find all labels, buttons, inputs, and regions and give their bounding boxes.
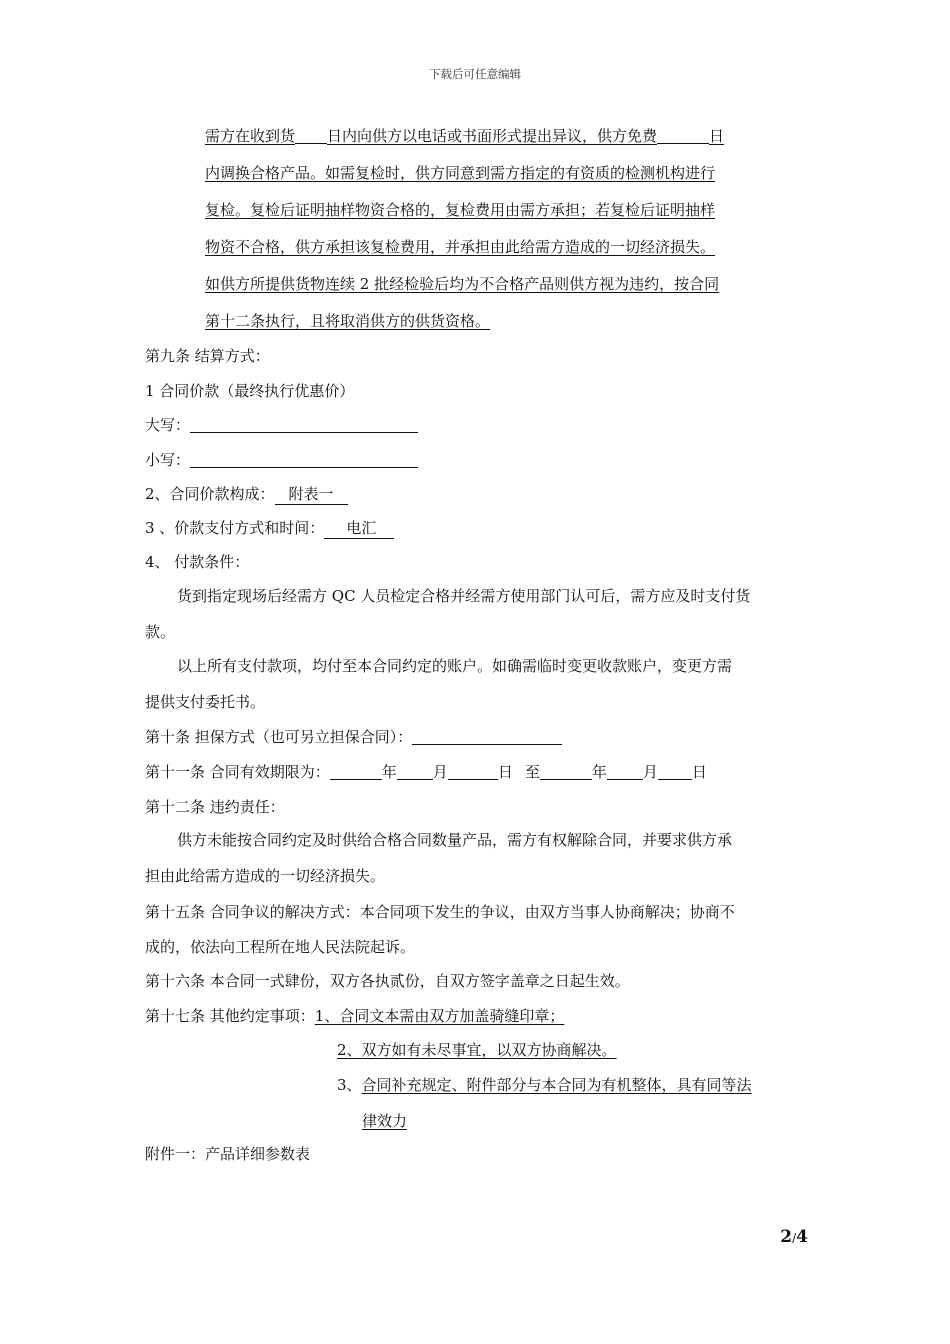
clause8-blank-days1	[295, 129, 327, 144]
clause8-line4: 物资不合格，供方承担该复检费用，并承担由此给需方造成的一切经济损失。	[205, 238, 716, 256]
clause10-label: 第十条 担保方式（也可另立担保合同）：	[145, 728, 413, 746]
start-year-blank	[330, 763, 382, 780]
start-day-blank	[448, 763, 498, 780]
page-current: 2	[780, 1227, 793, 1247]
page-total: 4	[796, 1227, 808, 1247]
clause9-title: 第九条 结算方式：	[145, 347, 270, 365]
clause9-xiaoxie-row	[145, 450, 418, 470]
clause9-para2-line2: 提供支付委托书。	[145, 693, 266, 711]
clause17-item2: 2、双方如有未尽事宜，以双方协商解决。	[337, 1041, 617, 1059]
daxie-label: 大写：	[145, 416, 191, 434]
page-number	[780, 1227, 808, 1247]
clause16: 第十六条 本合同一式肆份，双方各执贰份，自双方签字盖章之日起生效。	[145, 972, 630, 990]
clause9-para1-line1: 货到指定现场后经需方 QC 人员检定合格并经需方使用部门认可后，需方应及时支付货	[177, 587, 751, 605]
clause9-item4: 4、 付款条件：	[145, 553, 250, 571]
end-day-blank	[658, 763, 692, 780]
start-year-unit: 年	[381, 763, 397, 781]
attachment-line: 附件一：产品详细参数表	[145, 1145, 311, 1163]
end-day-unit: 日	[691, 763, 707, 781]
clause17-item3-num: 3、	[337, 1076, 362, 1094]
clause9-item2	[145, 484, 348, 505]
clause17-item3-row	[337, 1075, 752, 1095]
clause12-line1: 供方未能按合同约定及时供给合格合同数量产品，需方有权解除合同，并要求供方承	[177, 831, 733, 849]
xiaoxie-label: 小写：	[145, 451, 191, 469]
clause8-line1-c: 日	[709, 127, 725, 145]
clause8-blank-days2	[657, 129, 709, 144]
end-year-unit: 年	[591, 763, 607, 781]
clause11-row	[145, 762, 707, 782]
page-header: 下载后可任意编辑	[429, 67, 521, 81]
clause17-item3-line1: 合同补充规定、附件部分与本合同为有机整体，具有同等法	[361, 1076, 752, 1094]
clause9-item1: 1 合同价款（最终执行优惠价）	[145, 382, 355, 400]
clause9-daxie-row	[145, 415, 418, 435]
clause17-label: 第十七条 其他约定事项：	[145, 1007, 315, 1025]
clause17-item1: 1、合同文本需由双方加盖骑缝印章；	[314, 1007, 565, 1025]
clause12-title: 第十二条 违约责任：	[145, 798, 285, 816]
clause8-line1	[205, 126, 724, 146]
clause8-line5: 如供方所提供货物连续 2 批经检验后均为不合格产品则供方视为违约，按合同	[205, 275, 720, 293]
start-month-unit: 月	[432, 763, 448, 781]
clause9-para2-line1: 以上所有支付款项，均付至本合同约定的账户。如确需临时变更收款账户，变更方需	[177, 657, 733, 675]
clause9-para1-line2: 款。	[145, 623, 176, 641]
clause11-label: 第十一条 合同有效期限为：	[145, 763, 330, 781]
daxie-blank	[190, 416, 418, 433]
start-day-unit: 日	[497, 763, 513, 781]
page-separator: /	[792, 1231, 797, 1245]
clause10-row	[145, 727, 562, 747]
clause17-item3-line2: 律效力	[362, 1112, 408, 1130]
clause15-line1: 第十五条 合同争议的解决方式：本合同项下发生的争议，由双方当事人协商解决；协商不	[145, 903, 735, 921]
clause8-line3: 复检。复检后证明抽样物资合格的，复检费用由需方承担；若复检后证明抽样	[205, 201, 716, 219]
clause12-line2: 担由此给需方造成的一切经济损失。	[145, 867, 386, 885]
period-to: 至	[524, 763, 540, 781]
start-month-blank	[397, 763, 433, 780]
clause9-item3	[145, 518, 394, 539]
clause8-line1-b: 日内向供方以电话或书面形式提出异议，供方免费	[327, 127, 658, 145]
clause8-line2: 内调换合格产品。如需复检时，供方同意到需方指定的有资质的检测机构进行	[205, 164, 716, 182]
guarantee-blank	[412, 728, 562, 745]
clause8-line1-a: 需方在收到货	[205, 127, 296, 145]
item3-value: 电汇	[324, 518, 394, 539]
item2-label: 2、合同价款构成：	[145, 485, 275, 503]
clause8-line6: 第十二条执行，且将取消供方的供货资格。	[205, 312, 491, 330]
end-month-blank	[607, 763, 643, 780]
xiaoxie-blank	[190, 451, 418, 468]
item3-label: 3 、价款支付方式和时间：	[145, 519, 325, 537]
clause15-line2: 成的，依法向工程所在地人民法院起诉。	[145, 938, 416, 956]
item2-value: 附表一	[275, 484, 348, 505]
end-year-blank	[540, 763, 592, 780]
clause17-row1	[145, 1006, 564, 1026]
end-month-unit: 月	[642, 763, 658, 781]
